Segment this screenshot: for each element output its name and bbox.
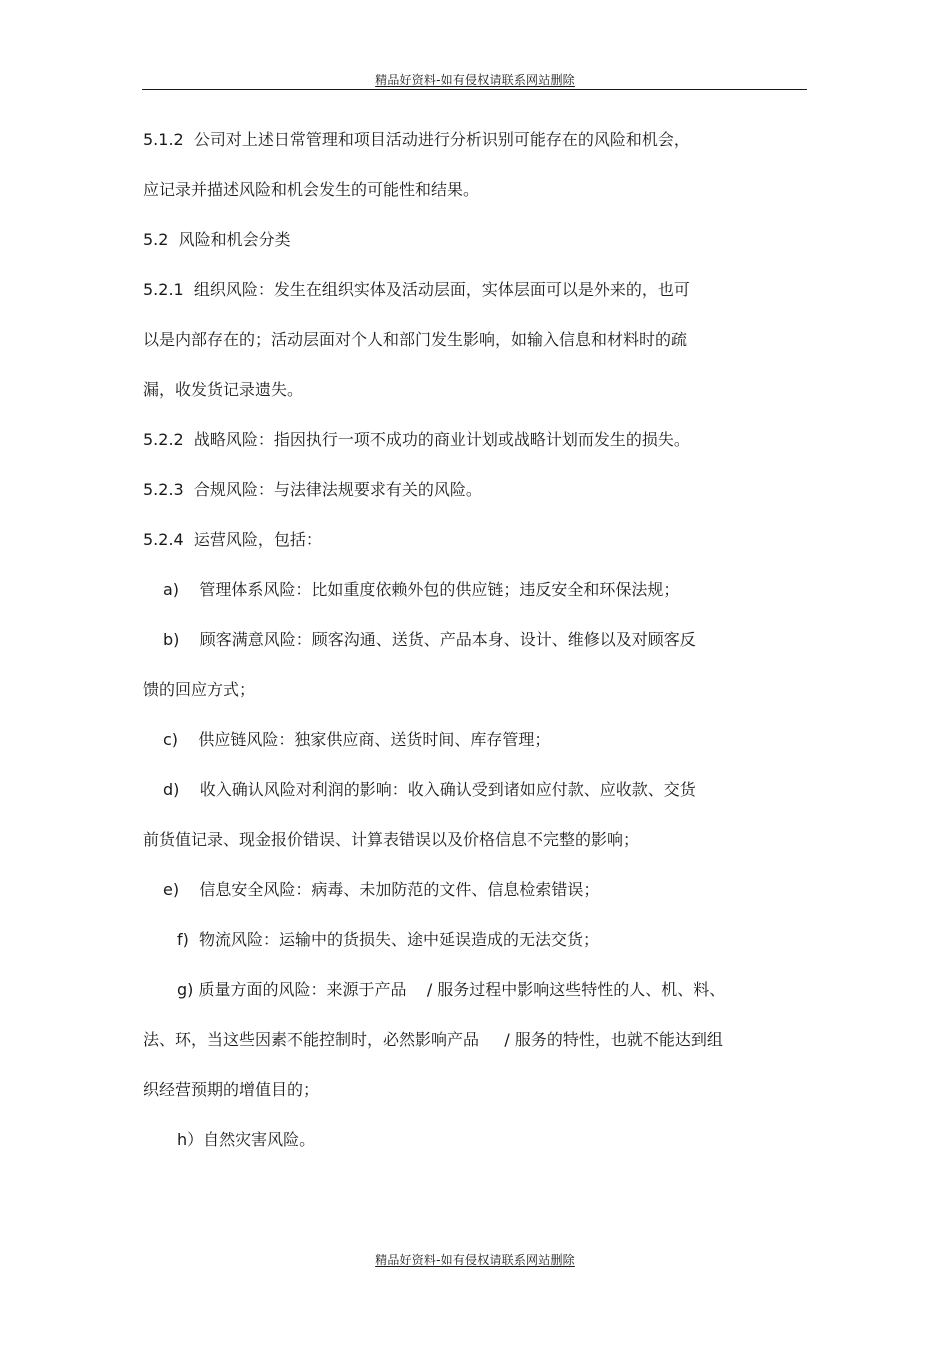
header-divider xyxy=(142,89,807,90)
text-line: 漏，收发货记录遗失。 xyxy=(143,380,304,399)
text-line: 前货值记录、现金报价错误、计算表错误以及价格信息不完整的影响； xyxy=(143,830,640,849)
header-text: 精品好资料-如有侵权请联系网站删除 xyxy=(375,73,575,87)
text-line: 应记录并描述风险和机会发生的可能性和结果。 xyxy=(143,180,480,199)
text-line-5-2-3: 5.2.3 合规风险：与法律法规要求有关的风险。 xyxy=(143,480,482,499)
text-line: 织经营预期的增值目的； xyxy=(143,1080,320,1099)
list-item-d: d) 收入确认风险对利润的影响：收入确认受到诸如应付款、应收款、交货 xyxy=(163,780,696,799)
list-item-c: c) 供应链风险：独家供应商、送货时间、库存管理； xyxy=(163,730,551,749)
footer-text: 精品好资料-如有侵权请联系网站删除 xyxy=(375,1253,575,1267)
text-line: 法、环，当这些因素不能控制时，必然影响产品 / 服务的特性，也就不能达到组 xyxy=(143,1030,723,1049)
list-item-f: f) 物流风险：运输中的货损失、途中延误造成的无法交货； xyxy=(177,930,600,949)
text-line-5-2-4: 5.2.4 运营风险，包括： xyxy=(143,530,322,549)
text-line-5-1-2: 5.1.2 公司对上述日常管理和项目活动进行分析识别可能存在的风险和机会， xyxy=(143,130,690,149)
page-footer xyxy=(0,1252,950,1268)
list-item-g: g) 质量方面的风险：来源于产品 / 服务过程中影响这些特性的人、机、料、 xyxy=(177,980,726,999)
list-item-a: a) 管理体系风险：比如重度依赖外包的供应链；违反安全和环保法规； xyxy=(163,580,680,599)
text-line: 以是内部存在的；活动层面对个人和部门发生影响，如输入信息和材料时的疏 xyxy=(143,330,688,349)
list-item-b: b) 顾客满意风险：顾客沟通、送货、产品本身、设计、维修以及对顾客反 xyxy=(163,630,696,649)
text-line-5-2-1: 5.2.1 组织风险：发生在组织实体及活动层面，实体层面可以是外来的，也可 xyxy=(143,280,690,299)
section-heading-5-2: 5.2 风险和机会分类 xyxy=(143,230,291,249)
list-item-e: e) 信息安全风险：病毒、未加防范的文件、信息检索错误； xyxy=(163,880,600,899)
text-line: 馈的回应方式； xyxy=(143,680,256,699)
page-header xyxy=(0,72,950,88)
text-line-5-2-2: 5.2.2 战略风险：指因执行一项不成功的商业计划或战略计划而发生的损失。 xyxy=(143,430,690,449)
list-item-h: h）自然灾害风险。 xyxy=(177,1130,316,1149)
